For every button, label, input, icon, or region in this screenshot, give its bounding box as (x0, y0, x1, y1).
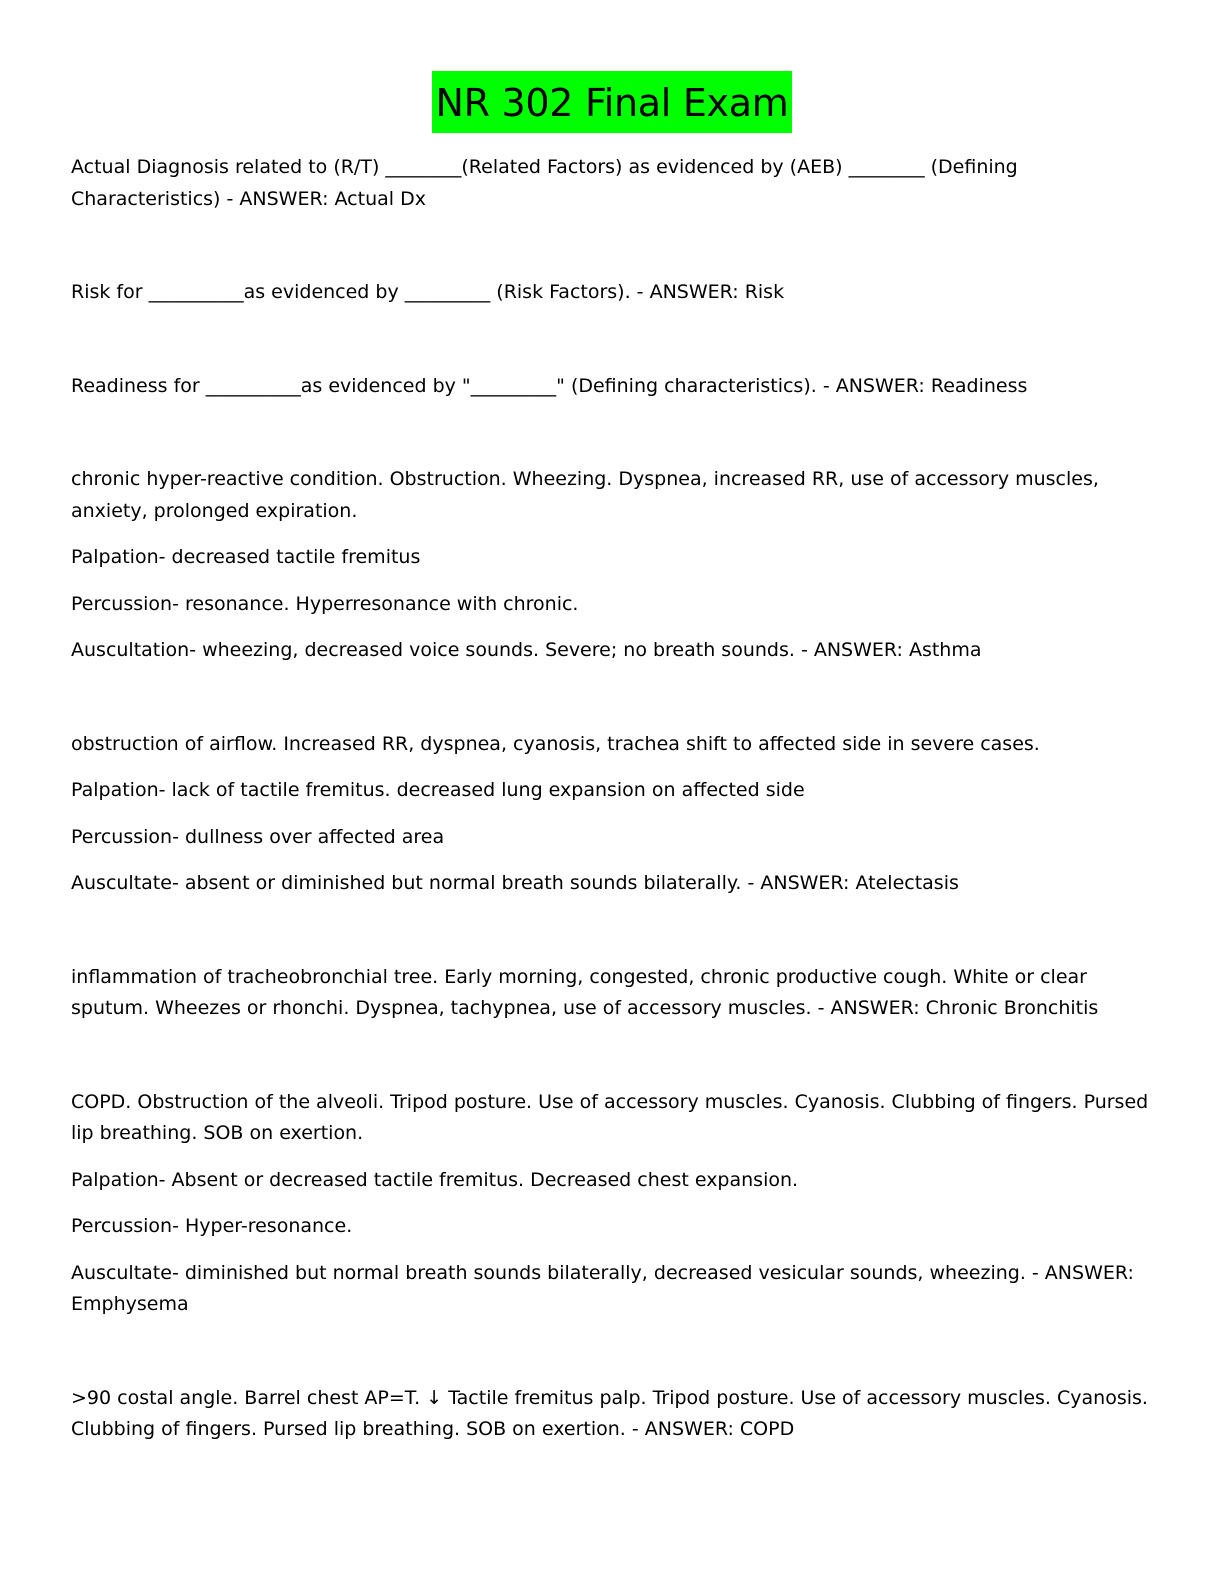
palpation-text: Palpation- decreased tactile fremitus (71, 546, 421, 568)
question-text: chronic hyper-reactive condition. Obstruction. Wheezing. Dyspnea, increased RR, use of accessory muscles, anxiety, prolonged expiration. (71, 468, 1099, 522)
palpation-text: Palpation- lack of tactile fremitus. decreased lung expansion on affected side (71, 779, 805, 801)
percussion-text: Percussion- dullness over affected area (71, 825, 445, 848)
question-text: COPD. Obstruction of the alveoli. Tripod posture. Use of accessory muscles. Cyanosis. Clubbing of fingers. Pursed lip breathing. SOB on exertion. (71, 1090, 1149, 1144)
flashcard-asthma (71, 464, 1161, 667)
title-container (0, 71, 1224, 133)
divider (71, 215, 1161, 277)
flashcard-atelectasis (71, 729, 1161, 900)
auscultation-text: Auscultation- wheezing, decreased voice sounds. Severe; no breath sounds. - ANSWER: Asthma (71, 639, 982, 661)
divider (71, 309, 1161, 371)
divider (71, 900, 1161, 962)
palpation-text: Palpation- Absent or decreased tactile fremitus. Decreased chest expansion. (71, 1168, 799, 1191)
question-text: Actual Diagnosis related to (R/T) ________(Related Factors) as evidenced by (AEB) ________ (Defining Characteristics) - ANSWER: Actual Dx (71, 156, 1018, 210)
page-title: NR 302 Final Exam (432, 71, 793, 133)
flashcard-actual-dx (71, 152, 1161, 215)
question-text: obstruction of airflow. Increased RR, dyspnea, cyanosis, trachea shift to affected side in severe cases. (71, 732, 1040, 755)
auscultation-text: Auscultate- diminished but normal breath sounds bilaterally, decreased vesicular sounds, wheezing. - ANSWER: Emphysema (71, 1261, 1134, 1315)
flashcard-emphysema (71, 1087, 1161, 1321)
percussion-text: Percussion- Hyper-resonance. (71, 1215, 353, 1237)
flashcard-copd (71, 1383, 1161, 1446)
question-text: >90 costal angle. Barrel chest AP=T. ↓ Tactile fremitus palp. Tripod posture. Use of accessory muscles. Cyanosis. Clubbing of fingers. Pursed lip breathing. SOB on exertion. - ANSWER: COPD (71, 1386, 1148, 1440)
divider (71, 1321, 1161, 1383)
question-text: Readiness for __________as evidenced by "_________" (Defining characteristics). - ANSWER: Readiness (71, 374, 1028, 397)
percussion-text: Percussion- resonance. Hyperresonance with chronic. (71, 592, 579, 615)
flashcard-risk (71, 277, 1161, 309)
divider (71, 1025, 1161, 1087)
flashcard-chronic-bronchitis (71, 962, 1161, 1025)
auscultation-text: Auscultate- absent or diminished but normal breath sounds bilaterally. - ANSWER: Atelectasis (71, 872, 959, 894)
divider (71, 402, 1161, 464)
divider (71, 667, 1161, 729)
document-body (71, 152, 1161, 1446)
flashcard-readiness (71, 371, 1161, 403)
question-text: Risk for __________as evidenced by _________ (Risk Factors). - ANSWER: Risk (71, 281, 785, 303)
question-text: inflammation of tracheobronchial tree. Early morning, congested, chronic productive cough. White or clear sputum. Wheezes or rhonchi. Dyspnea, tachypnea, use of accessory muscles. - ANSWER: Chronic Bronchitis (71, 965, 1099, 1019)
